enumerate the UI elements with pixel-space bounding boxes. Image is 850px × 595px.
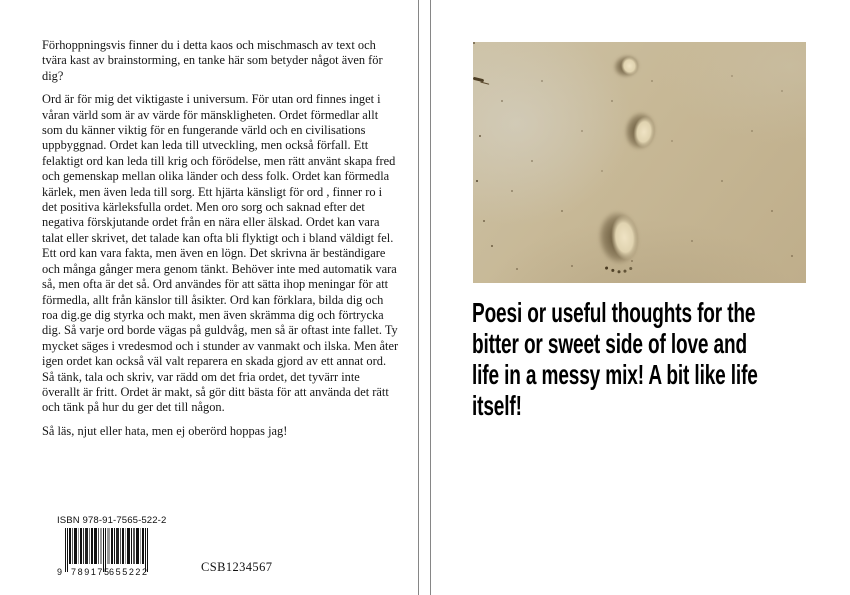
- barcode-digit-group: 9: [57, 567, 64, 577]
- cover-title-line: itself!: [472, 390, 522, 421]
- spine-divider-line: [418, 0, 419, 595]
- back-cover-paragraph: Förhoppningsvis finner du i detta kaos och mischmasch av text och tvära kast av brainstorming, en tanke här som betyder något även för dig?: [42, 38, 383, 83]
- footprint-middle: [621, 106, 661, 157]
- spine-divider-line: [430, 0, 431, 595]
- sand-specks: [473, 42, 475, 44]
- csb-code: CSB1234567: [201, 560, 273, 574]
- barcode-digit-group: 789175: [71, 567, 111, 577]
- twig-debris: [473, 77, 484, 83]
- footprints-photo: [473, 42, 806, 283]
- back-cover-text: [42, 38, 399, 447]
- back-cover-paragraph: Så läs, njut eller hata, men ej oberörd hoppas jag!: [42, 423, 288, 438]
- ean-barcode-icon: [57, 528, 152, 578]
- footprint-top: [610, 50, 644, 83]
- barcode-digit-group: 655222: [109, 567, 149, 577]
- back-cover-paragraph: Ord är för mig det viktigaste i universum. För utan ord finnes inget i våran värld som är av värde för mänskligheten. Ordet förmedlar allt som du känner viktig för en fungerande värld och en civilisations uppbyggnad. Ordet kan leda till utveckling, men också förfall. Ett felaktigt ord kan leda till krig och förödelse, men rätt använt skapa fred och gemenskap mellan olika länder och dess folk. Ordet kan förmedla kärlek, men även leda till sorg. Ett hjärta känsligt för ord , finner ro i det positiva kärleksfulla ordet. Men oro sorg och saknad efter det negativa förskjutande ordet från en nära eller älskad. Ordet kan vara talat eller skrivet, det talade kan ofta bli flyktigt och i bland väldigt fel. Ett ord kan vara fakta, men även en lögn. Det skrivna är beständigare och många gånger mera genom tänkt. Behöver inte med automatik vara så, men ofta är det så. Ord användes för att sätta ihop meningar för att förmedla, allt från känslor till åsikter. Ord kan förklara, bilda dig och roa dig.ge dig styrka och makt, men även skrämma dig och förtrycka dig. Så varje ord borde vägas på guldvåg, men så är oftast inte fallet. Ty mycket säges i vredesmod och i stunder av vanmakt och ilska. Men åter igen ordet kan också väl valt reparera en skada gjord av ett annat ord. Så tänk, tala och skriv, var rädd om det fria ordet, det tyvärr inte överallt är fritt. Ordet är makt, så gör ditt bästa för att använda det rätt och tänk på hur du ger det till någon.: [42, 92, 399, 415]
- isbn-label: ISBN 978-91-7565-522-2: [57, 515, 167, 526]
- cover-title: [472, 297, 850, 421]
- cover-title-line: bitter or sweet side of love and: [472, 328, 747, 359]
- cover-title-line: life in a messy mix! A bit like life: [472, 359, 758, 390]
- footprint-bottom: [595, 203, 646, 273]
- isbn-barcode-block: [57, 515, 167, 578]
- cover-title-line: Poesi or useful thoughts for the: [472, 297, 756, 328]
